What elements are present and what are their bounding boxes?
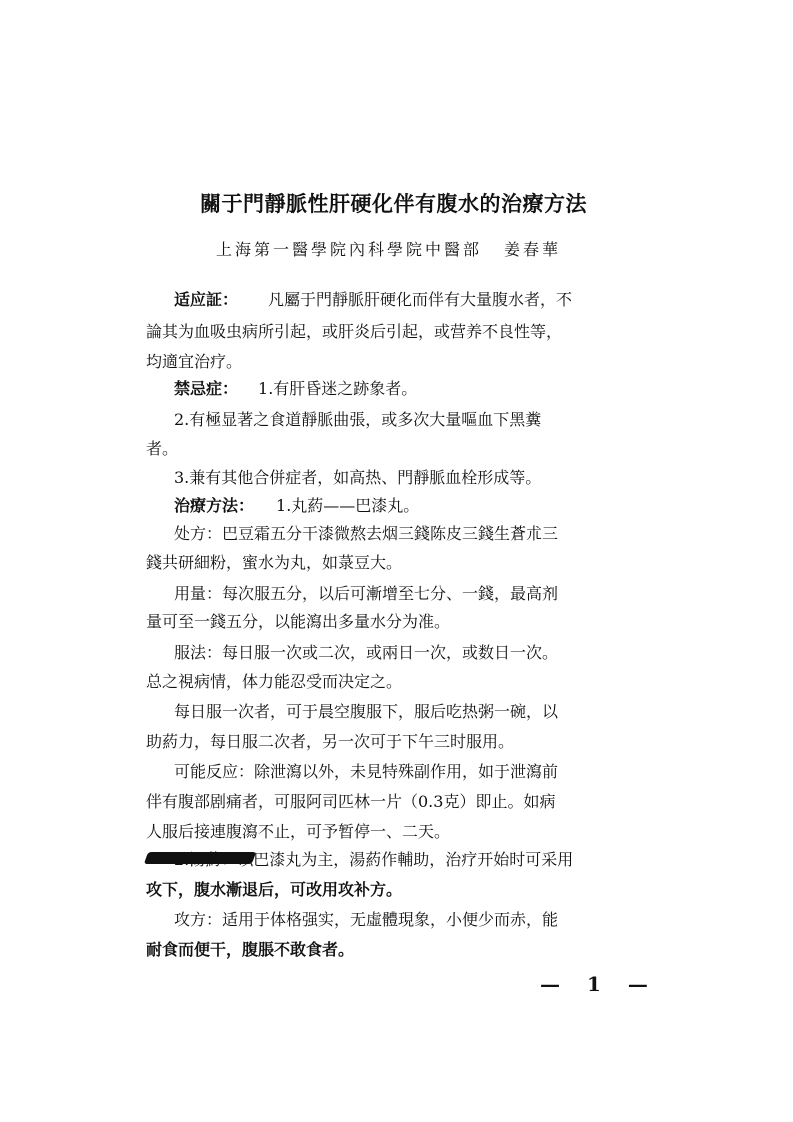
author-affiliation: 上海第一醫學院內科學院中醫部 — [216, 240, 483, 259]
dosage-line-2: 量可至一錢五分，以能瀉出多量水分为准。 — [146, 612, 451, 631]
treatment-label: 治療方法： — [174, 496, 255, 515]
decoction-line-2: 攻下，腹水漸退后，可改用攻补方。 — [146, 880, 403, 899]
page-number: — 1 — — [540, 972, 658, 996]
contraindication-item-3: 3.兼有其他合併症者，如高热、門靜脈血栓形成等。 — [174, 468, 542, 487]
prescription-line-1: 处方：巴豆霜五分干漆微熬去烟三錢陈皮三錢生蒼朮三 — [174, 524, 559, 543]
administration-line-2: 总之視病情，体力能忍受而决定之。 — [146, 672, 403, 691]
reaction-line-1: 可能反应：除泄瀉以外，未見特殊副作用，如于泄瀉前 — [174, 762, 559, 781]
purgative-line-2: 耐食而便干，腹脹不敢食者。 — [146, 940, 355, 959]
contraindication-item-1: 1.有肝昏迷之跡象者。 — [258, 379, 418, 398]
decoction-line-1: 2.湯葯：以巴漆丸为主，湯葯作輔助，治疗开始时可采用 — [174, 850, 574, 869]
treatment-heading — [174, 496, 419, 516]
author-name: 姜春華 — [504, 240, 562, 259]
purgative-line-1: 攻方：适用于体格强实，无虛體現象，小便少而赤，能 — [174, 910, 559, 929]
reaction-line-3: 人服后接連腹瀉不止，可予暂停一、二天。 — [146, 822, 451, 841]
indications-line-1 — [174, 290, 572, 310]
treatment-item-1: 1.丸葯——巴漆丸。 — [276, 496, 420, 515]
prescription-line-2: 錢共研細粉，蜜水为丸，如菉豆大。 — [146, 553, 403, 572]
article-title: 關于門靜脈性肝硬化伴有腹水的治療方法 — [200, 192, 587, 216]
contraindication-item-2: 2.有極显著之食道靜脈曲張，或多次大量嘔血下黑糞 — [174, 410, 542, 429]
indications-line-3: 均適宜治疗。 — [146, 352, 243, 371]
reaction-line-2: 伴有腹部剧痛者，可服阿司匹林一片（0.3克）即止。如病 — [146, 792, 556, 811]
dosage-line-1: 用量：每次服五分，以后可漸增至七分、一錢，最高剂 — [174, 584, 559, 603]
administration-line-1: 服法：每日服一次或二次，或兩日一次，或数日一次。 — [174, 643, 559, 662]
author-line — [216, 237, 616, 260]
timing-line-2: 助葯力，每日服二次者，另一次可于下午三时服用。 — [146, 732, 515, 751]
contraindications-line-1 — [174, 379, 417, 399]
contraindication-item-2-cont: 者。 — [146, 439, 179, 458]
indications-line-2: 論其为血吸虫病所引起，或肝炎后引起，或营养不良性等， — [146, 322, 563, 341]
indications-text-1: 凡屬于門靜脈肝硬化而伴有大量腹水者，不 — [268, 290, 573, 309]
indications-label: 适应証： — [174, 290, 239, 309]
contraindications-label: 禁忌症： — [174, 379, 239, 398]
timing-line-1: 每日服一次者，可于晨空腹服下，服后吃热粥一碗，以 — [174, 702, 559, 721]
